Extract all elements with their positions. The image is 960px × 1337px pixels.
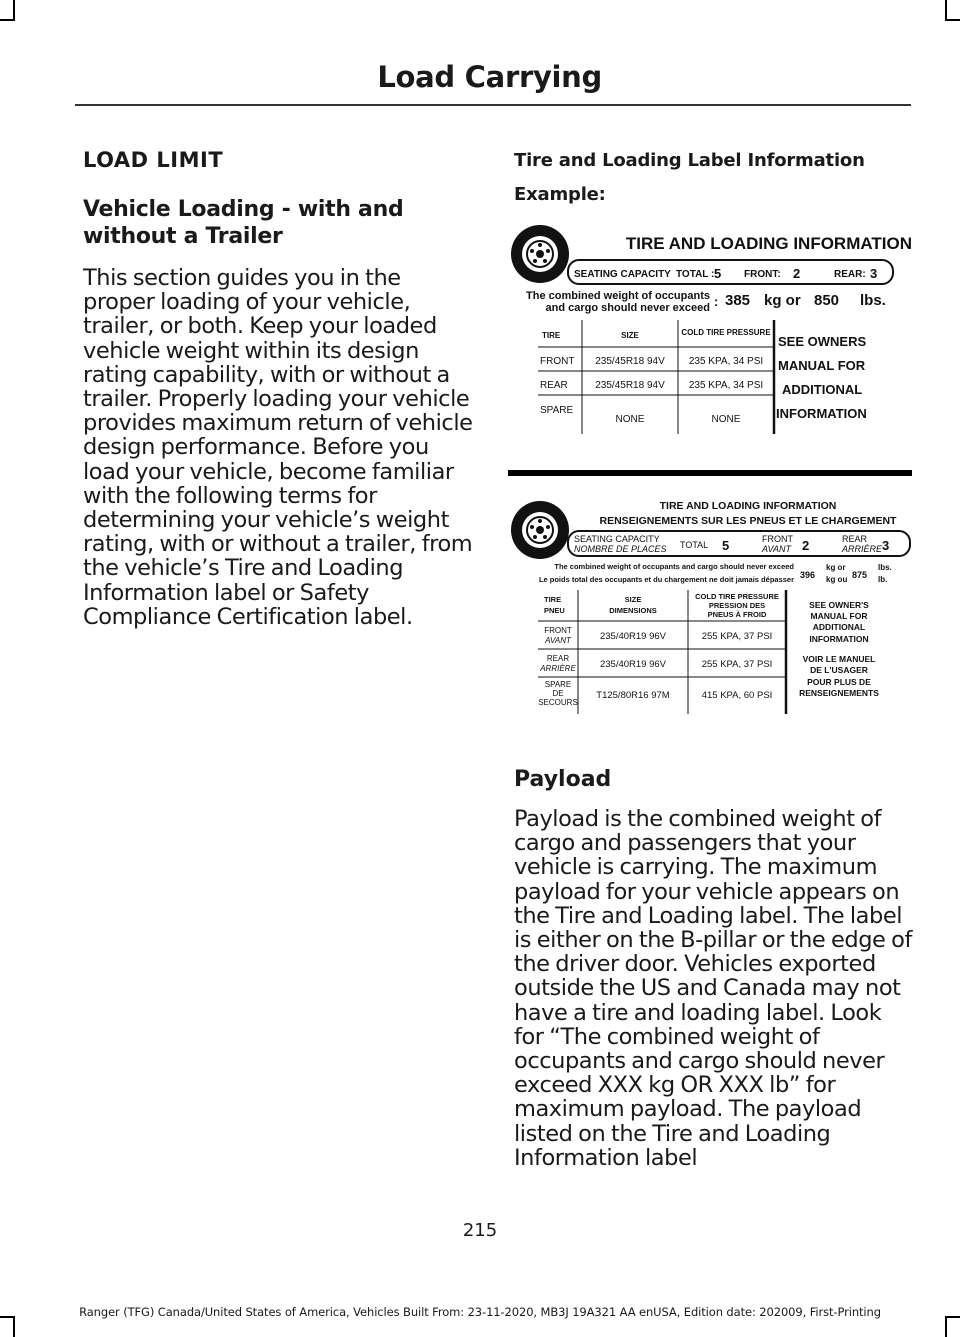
page-number: 215 (462, 1220, 498, 1241)
row-front-pressure: 235 KPA, 34 PSI (688, 356, 764, 367)
ca-rear-fr: ARRIÈRE (842, 544, 883, 554)
kg-or: kg or (764, 292, 801, 309)
ca-row-front-fr: AVANT (545, 636, 571, 645)
ca-row-front-pressure: 255 KPA, 37 PSI (701, 631, 773, 642)
ca-see-owners-5: VOIR LE MANUEL (802, 654, 876, 664)
row-spare-pressure: NONE (711, 414, 741, 425)
combined-colon: : (714, 294, 719, 309)
tire-icon (511, 225, 569, 283)
see-owners-line2: MANUAL FOR (778, 358, 866, 373)
ca-see-owners-6: DE L'USAGER (810, 665, 868, 675)
ca-rear-value: 3 (882, 538, 890, 553)
ca-front-en: FRONT (762, 534, 793, 544)
row-front-size: 235/45R18 94V (595, 356, 665, 367)
ca-label-title-fr: RENSEIGNEMENTS SUR LES PNEUS ET LE CHARGEMENT (599, 515, 897, 527)
seating-capacity-label: SEATING CAPACITY (574, 269, 671, 280)
row-spare-tire: SPARE (540, 405, 574, 416)
ca-see-owners-3: ADDITIONAL (812, 622, 866, 632)
ca-col-pressure-3: PNEUS À FROID (707, 610, 767, 619)
ca-row-spare-fr: SECOURS (538, 698, 578, 707)
label-heading: Tire and Loading Label Information (514, 150, 865, 171)
row-spare-size: NONE (615, 414, 645, 425)
lbs-unit: lbs. (860, 292, 886, 309)
total-value: 5 (714, 266, 722, 281)
payload-body: Payload is the combined weight of cargo and passengers that your vehicle is carrying. The maximum payload for your vehicle appears on the Tire and Loading label. The label is either on the B-pillar or the edge of the driver door. Vehicles exported outside the US and Canada may not have a tire and loading label. Look for “The combined weight of occupants and cargo should never exceed XXX kg OR XXX lb” for maximum payload. The payload listed on the Tire and Loading Information label (514, 806, 912, 1171)
ca-see-owners-8: RENSEIGNEMENTS (799, 688, 879, 698)
combined-weight-line1: The combined weight of occupants (526, 290, 710, 302)
page-header-title: Load Carrying (377, 60, 602, 94)
ca-label-title-en: TIRE AND LOADING INFORMATION (659, 500, 837, 512)
ca-see-owners-4: INFORMATION (809, 634, 869, 644)
row-rear-pressure: 235 KPA, 34 PSI (688, 380, 764, 391)
col-tire: TIRE (542, 331, 561, 340)
ca-see-owners-1: SEE OWNER'S (809, 600, 869, 610)
canada-tire-loading-label (508, 496, 912, 718)
load-limit-body: This section guides you in the proper loading of your vehicle, trailer, or both. Keep your loaded vehicle weight within its design rating capability, with or without a trailer. Properly loading your vehicle provides maximum return of vehicle design performance. Before you load your vehicle, become familiar with the following terms for determining your vehicle’s weight rating, with or without a trailer, from the vehicle’s Tire and Loading Information label or Safety Compliance Certification label. (83, 265, 473, 630)
rear-value: 3 (870, 266, 878, 281)
ca-row-rear-en: REAR (546, 654, 570, 663)
ca-lb-value: 875 (852, 570, 868, 580)
us-tire-loading-label (508, 222, 912, 438)
ca-col-size-en: SIZE (624, 595, 642, 604)
ca-row-rear-pressure: 255 KPA, 37 PSI (701, 659, 773, 670)
row-rear-size: 235/45R18 94V (595, 380, 665, 391)
ca-row-rear-fr: ARRIÈRE (540, 664, 576, 673)
kg-value: 385 (725, 292, 751, 309)
us-label-title: TIRE AND LOADING INFORMATION (625, 234, 912, 253)
col-pressure: COLD TIRE PRESSURE (681, 328, 771, 337)
see-owners-line3: ADDITIONAL (782, 382, 863, 397)
ca-combined-fr: Le poids total des occupants et du chargement ne doit jamais dépasser (538, 575, 794, 584)
ca-row-front-en: FRONT (544, 626, 572, 635)
ca-row-front-size: 235/40R19 96V (599, 631, 667, 642)
ca-col-size-fr: DIMENSIONS (609, 606, 657, 615)
ca-row-spare-pressure: 415 KPA, 60 PSI (701, 690, 773, 701)
see-owners-line1: SEE OWNERS (778, 334, 867, 349)
ca-front-fr: AVANT (762, 544, 792, 554)
ca-seating-fr: NOMBRE DE PLACES (574, 544, 667, 554)
rear-label: REAR: (834, 269, 866, 280)
total-label: TOTAL : (676, 269, 715, 280)
footer-edition: Ranger (TFG) Canada/United States of America, Vehicles Built From: 23-11-2020, MB3J 19A321 AA enUSA, Edition date: 202009, First-Printing (79, 1305, 881, 1319)
ca-kg-ou: kg ou (826, 575, 848, 584)
payload-section (514, 767, 912, 1170)
crop-mark (945, 0, 947, 20)
ca-col-tire-en: TIRE (544, 595, 562, 604)
ca-row-spare-de: DE (552, 689, 564, 698)
lb-value: 850 (814, 292, 840, 309)
ca-front-value: 2 (802, 538, 810, 553)
combined-weight-line2: and cargo should never exceed (545, 302, 710, 314)
section-title: LOAD LIMIT (83, 148, 224, 172)
ca-row-rear-size: 235/40R19 96V (599, 659, 667, 670)
front-value: 2 (793, 266, 801, 281)
ca-total-label: TOTAL (680, 540, 709, 550)
ca-see-owners-7: POUR PLUS DE (807, 677, 871, 687)
tire-icon (511, 501, 569, 559)
label-divider (508, 470, 912, 476)
payload-title: Payload (514, 767, 612, 792)
see-owners-line4: INFORMATION (776, 406, 867, 421)
left-column (83, 148, 475, 629)
ca-rear-en: REAR (842, 534, 868, 544)
ca-col-pressure-2: PRESSION DES (708, 601, 766, 610)
ca-total-value: 5 (722, 538, 730, 553)
ca-col-pressure-1: COLD TIRE PRESSURE (695, 592, 779, 601)
ca-lb: lb. (878, 575, 888, 584)
ca-col-tire-fr: PNEU (544, 606, 565, 615)
ca-row-spare-size: T125/80R16 97M (596, 690, 670, 701)
ca-kg-or: kg or (826, 563, 846, 572)
ca-lbs: lbs. (878, 563, 892, 572)
row-rear-tire: REAR (540, 380, 568, 391)
crop-mark (945, 19, 960, 21)
row-front-tire: FRONT (540, 356, 575, 367)
ca-combined-en: The combined weight of occupants and cargo should never exceed (554, 562, 794, 571)
crop-mark (0, 19, 15, 21)
label-heading-block (514, 144, 912, 212)
ca-kg-value: 396 (800, 570, 816, 580)
subsection-title: Vehicle Loading - with and without a Trailer (83, 197, 404, 249)
ca-row-spare-en: SPARE (544, 680, 572, 689)
example-label: Example: (514, 184, 606, 205)
crop-mark (945, 1317, 947, 1337)
crop-mark (13, 0, 15, 20)
header-rule (75, 104, 911, 106)
crop-mark (13, 1317, 15, 1337)
ca-see-owners-2: MANUAL FOR (810, 611, 868, 621)
ca-seating-en: SEATING CAPACITY (574, 534, 660, 544)
col-size: SIZE (621, 331, 639, 340)
front-label: FRONT: (744, 269, 781, 280)
